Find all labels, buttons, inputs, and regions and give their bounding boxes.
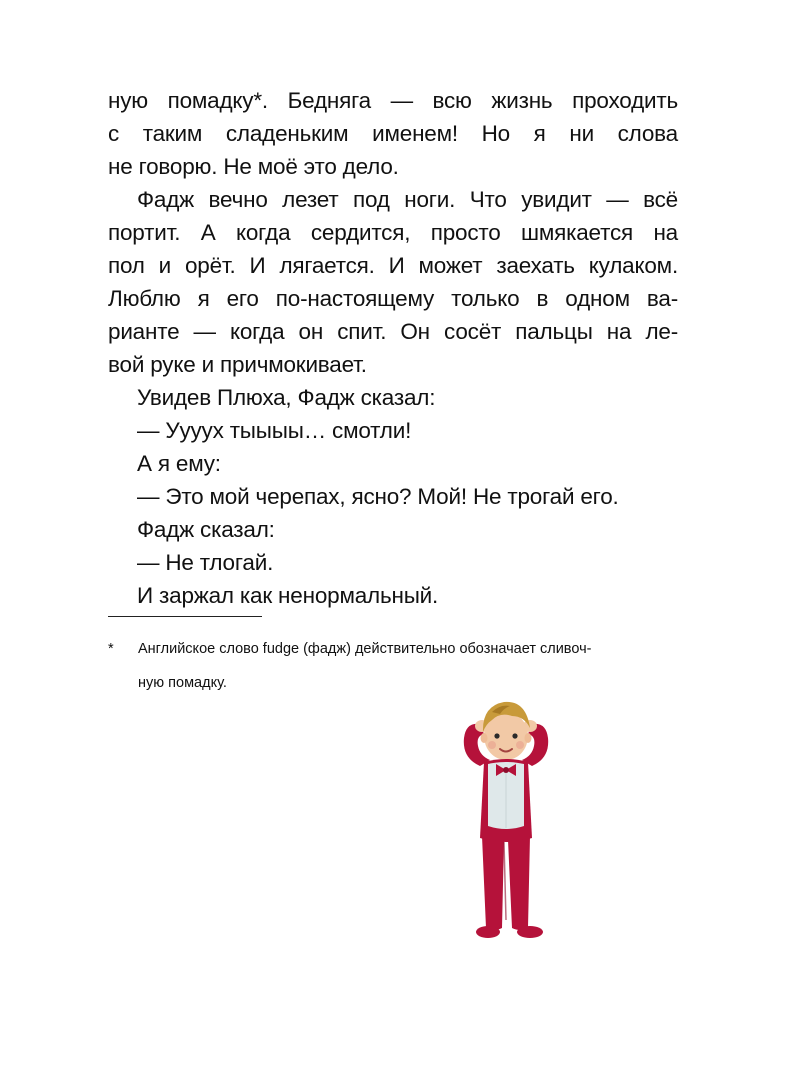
text-line: рианте — когда он спит. Он сосёт пальцы на ле- xyxy=(108,319,678,344)
text-line: Люблю я его по-настоящему только в одном ва- xyxy=(108,286,678,311)
text-line: ную помадку*. Бедняга — всю жизнь проходить xyxy=(108,88,678,113)
left-foot xyxy=(476,926,500,938)
text-line: Фадж сказал: xyxy=(137,517,275,542)
text-line: А я ему: xyxy=(137,451,221,476)
footnote-line xyxy=(108,632,680,666)
footnote-marker: * xyxy=(108,641,114,657)
text-line: — Не тлогай. xyxy=(137,550,274,575)
body-text xyxy=(108,84,678,612)
text-line: — Уууух тыыыы… смотли! xyxy=(137,418,412,443)
right-foot xyxy=(517,926,543,938)
right-eye xyxy=(512,733,517,738)
text-line: не говорю. Не моё это дело. xyxy=(108,154,399,179)
left-eye xyxy=(494,733,499,738)
text-line: с таким сладеньким именем! Но я ни слова xyxy=(108,121,678,146)
footnote xyxy=(108,632,680,700)
text-line: И заржал как ненормальный. xyxy=(137,583,439,608)
footnote-divider xyxy=(108,616,262,617)
left-leg xyxy=(482,836,504,930)
text-line: пол и орёт. И лягается. И может заехать кулаком. xyxy=(108,253,678,278)
text-line: — Это мой черепах, ясно? Мой! Не трогай его. xyxy=(137,484,619,509)
footnote-text: Английское слово fudge (фадж) действительно обозначает сливоч- xyxy=(138,641,592,657)
footnote-line: ную помадку. xyxy=(138,675,227,691)
text-line: Фадж вечно лезет под ноги. Что увидит — всё xyxy=(137,187,678,212)
text-line: Увидев Плюха, Фадж сказал: xyxy=(137,385,436,410)
text-line: вой руке и причмокивает. xyxy=(108,352,367,377)
boy-illustration xyxy=(440,688,570,958)
right-leg xyxy=(508,836,530,930)
text-line: портит. А когда сердится, просто шмякается на xyxy=(108,220,678,245)
